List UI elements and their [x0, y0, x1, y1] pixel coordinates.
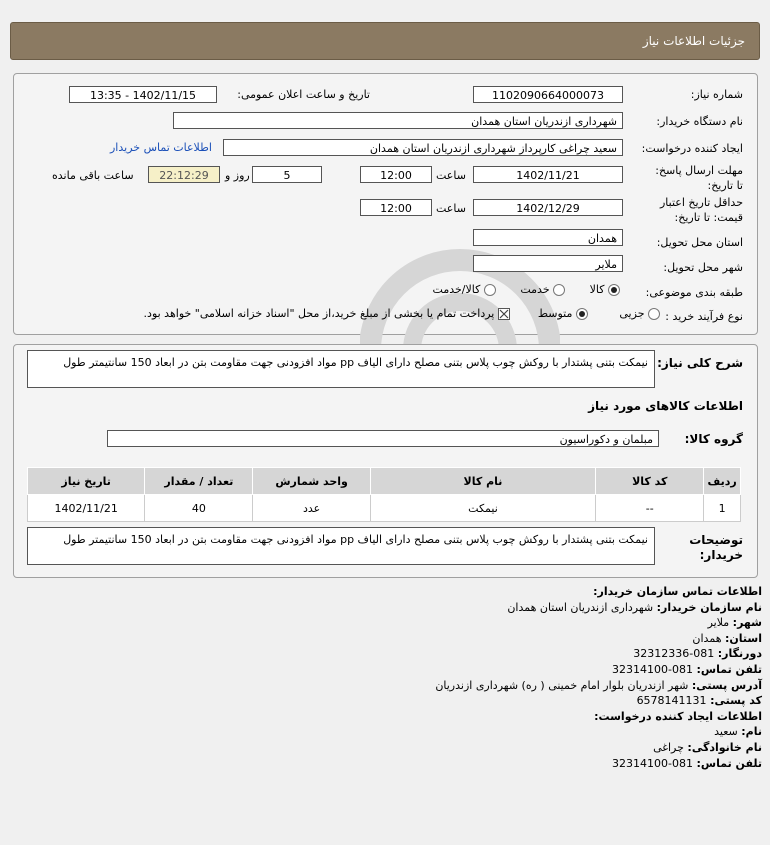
treasury-payment-note: پرداخت تمام یا بخشی از مبلغ خرید،از محل "اسناد خزانه اسلامی" خواهد بود. — [143, 307, 495, 320]
contact-phone-label: تلفن تماس: — [696, 662, 762, 676]
need-summary-text: نیمکت بتنی پشتدار با روکش چوب پلاس بتنی مصلح دارای الیاف pp مواد افزودنی جهت مقاومت بتن در ابعاد 150 سانتیمتر طول — [27, 350, 655, 388]
category-label: طبقه بندی موضوعی: — [645, 286, 743, 299]
reply-deadline-date: 1402/11/21 — [473, 166, 623, 183]
buyer-org-label: نام دستگاه خریدار: — [656, 115, 743, 128]
days-label: روز و — [225, 169, 250, 182]
cell-row: 1 — [704, 495, 741, 522]
contact-province-label: استان: — [725, 631, 762, 645]
col-date: تاریخ نیاز — [28, 468, 145, 495]
cell-name: نیمکت — [370, 495, 595, 522]
purchase-process-label: نوع فرآیند خرید : — [665, 310, 743, 323]
buyer-notes-label: توضیحات خریدار: — [689, 533, 743, 562]
need-number-label: شماره نیاز: — [690, 88, 743, 101]
requester-field: سعید چراغی کارپرداز شهرداری ازندریان استان همدان — [223, 139, 623, 156]
goods-group-label: گروه کالا: — [684, 432, 743, 446]
contact-city: ملایر — [707, 616, 730, 630]
col-name: نام کالا — [370, 468, 595, 495]
contact-fax: 081-32312336 — [633, 647, 715, 661]
contact-phone: 081-32314100 — [612, 662, 694, 676]
requester-label: ایجاد کننده درخواست: — [641, 142, 743, 155]
creator-phone: 081-32314100 — [612, 756, 694, 770]
reply-deadline-time-label: ساعت — [436, 169, 466, 182]
remaining-label: ساعت باقی مانده — [52, 169, 134, 182]
table-row — [28, 495, 741, 522]
contact-address: شهر ازندریان بلوار امام خمینی ( ره) شهرداری ازندریان — [435, 678, 689, 692]
contact-block — [22, 584, 762, 771]
check-icon — [499, 309, 509, 319]
price-validity-time: 12:00 — [360, 199, 432, 216]
need-number-field: 1102090664000073 — [473, 86, 623, 103]
delivery-province-field: همدان — [473, 229, 623, 246]
cell-date: 1402/11/21 — [28, 495, 145, 522]
goods-group-field: مبلمان و دکوراسیون — [107, 430, 659, 447]
buyer-contact-link[interactable]: اطلاعات تماس خریدار — [110, 141, 212, 154]
page-title: جزئیات اطلاعات نیاز — [642, 34, 745, 48]
category-radio-service[interactable] — [553, 284, 565, 296]
reply-deadline-time: 12:00 — [360, 166, 432, 183]
creator-family-label: نام خانوادگی: — [687, 740, 762, 754]
creator-name-label: نام: — [741, 725, 762, 739]
contact-title: اطلاعات تماس سازمان خریدار: — [593, 585, 762, 598]
category-radio-goods-service[interactable] — [484, 284, 496, 296]
purchase-process-radio-group — [144, 307, 660, 320]
remaining-days: 5 — [252, 166, 322, 183]
process-option-minor: جزیی — [619, 307, 645, 320]
category-radio-group — [433, 283, 620, 296]
col-quantity: تعداد / مقدار — [145, 468, 253, 495]
buyer-notes-text: نیمکت بتنی پشتدار با روکش چوب پلاس بتنی مصلح دارای الیاف pp مواد افزودنی جهت مقاومت بتن در ابعاد 150 سانتیمتر طول — [27, 527, 655, 565]
delivery-city-label: شهر محل تحویل: — [663, 261, 743, 274]
goods-table — [27, 467, 741, 522]
creator-family: چراغی — [653, 740, 684, 754]
remaining-time: 22:12:29 — [148, 166, 220, 183]
col-unit: واحد شمارش — [253, 468, 370, 495]
process-radio-medium[interactable] — [576, 308, 588, 320]
cell-unit: عدد — [253, 495, 370, 522]
buyer-org-field: شهرداری ازندریان استان همدان — [173, 112, 623, 129]
col-row: ردیف — [704, 468, 741, 495]
cell-code: -- — [596, 495, 704, 522]
price-validity-date: 1402/12/29 — [473, 199, 623, 216]
delivery-city-field: ملایر — [473, 255, 623, 272]
category-option-service: خدمت — [520, 283, 550, 296]
contact-postal: 6578141131 — [636, 694, 707, 708]
price-validity-label: حداقل تاریخ اعتبار قیمت: تا تاریخ: — [659, 196, 743, 224]
announce-datetime-label: تاریخ و ساعت اعلان عمومی: — [237, 88, 370, 101]
process-option-medium: متوسط — [537, 307, 573, 320]
page-header — [10, 22, 760, 60]
reply-deadline-label: مهلت ارسال پاسخ: تا تاریخ: — [655, 164, 743, 192]
col-code: کد کالا — [596, 468, 704, 495]
creator-title: اطلاعات ایجاد کننده درخواست: — [594, 709, 762, 723]
contact-fax-label: دورنگار: — [717, 647, 762, 661]
treasury-payment-checkbox[interactable] — [498, 308, 510, 320]
creator-phone-label: تلفن تماس: — [696, 756, 762, 770]
contact-org: شهرداری ازندریان استان همدان — [507, 600, 654, 614]
goods-table-header — [28, 468, 741, 495]
category-radio-goods[interactable] — [608, 284, 620, 296]
category-option-goods-service: کالا/خدمت — [432, 283, 481, 296]
need-summary-label: شرح کلی نیاز: — [657, 356, 743, 370]
contact-org-label: نام سازمان خریدار: — [656, 600, 762, 614]
creator-name: سعید — [714, 725, 738, 739]
delivery-province-label: استان محل تحویل: — [656, 236, 743, 249]
price-validity-time-label: ساعت — [436, 202, 466, 215]
category-option-goods: کالا — [589, 283, 605, 296]
contact-province: همدان — [692, 631, 722, 645]
process-radio-minor[interactable] — [648, 308, 660, 320]
contact-city-label: شهر: — [732, 616, 762, 630]
contact-postal-label: کد پستی: — [710, 694, 762, 708]
cell-quantity: 40 — [145, 495, 253, 522]
announce-datetime-field: 1402/11/15 - 13:35 — [69, 86, 217, 103]
contact-address-label: آدرس پستی: — [691, 678, 762, 692]
goods-section-title: اطلاعات کالاهای مورد نیاز — [588, 399, 743, 413]
